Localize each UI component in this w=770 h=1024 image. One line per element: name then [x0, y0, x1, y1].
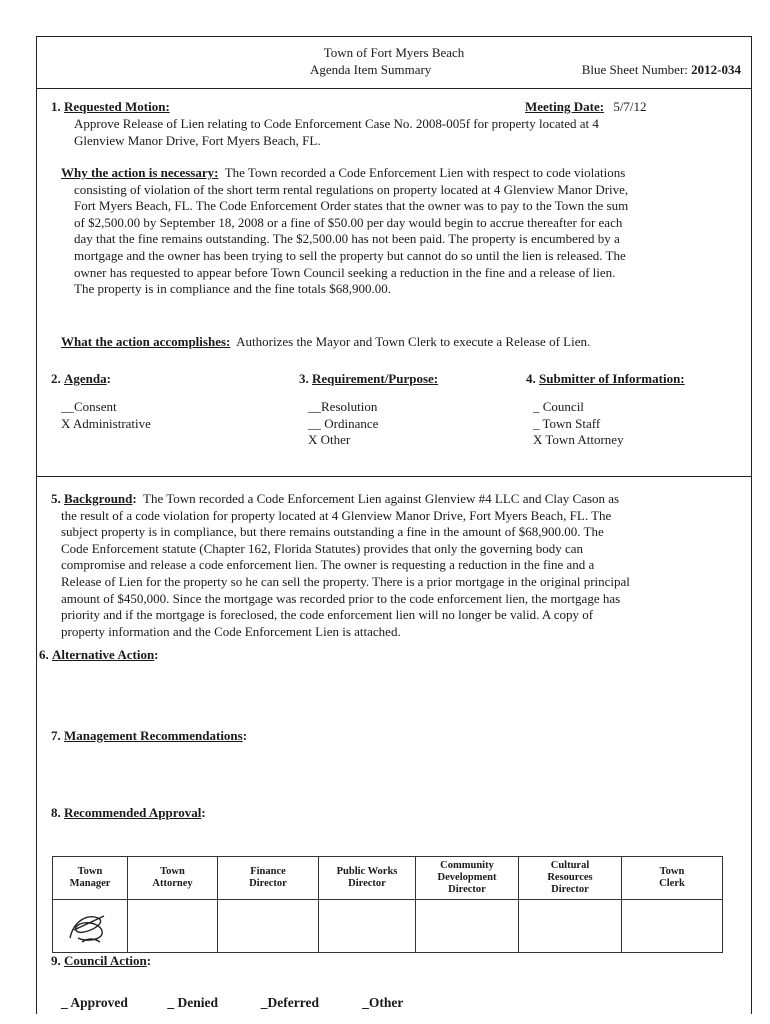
- submitter-heading: 4. Submitter of Information:: [526, 371, 685, 386]
- requirement-options: [308, 399, 378, 449]
- council-option-denied: _ Denied: [167, 995, 218, 1010]
- background-section: 5. Background: The Town recorded a Code Enforcement Lien against Glenview #4 LLC and Clay Cason as the result of a code violation for property located at 4 Glenview Manor Drive, Fort Myers Beach, FL. The subject property is in compliance, but there remains outstanding a fine in the amount of $68,900.00. The Code Enforcement statute (Chapter 162, Florida Statutes) provides that only the governing body can compromise and release a code enforcement lien. The owner is requesting a reduction in the fine and a Release of Lien for the property so he can sell the property. There is a prior mortgage in the original principal amount of $450,000. Since the mortgage was recorded prior to the code enforcement lien, the mortgage has priority and if the mortgage is foreclosed, the code enforcement lien will no longer be valid. A copy of property information and the Code Enforcement Lien is attached.: [51, 491, 630, 639]
- requirement-heading: 3. Requirement/Purpose:: [299, 371, 439, 386]
- signature-cell-town-clerk: [622, 900, 723, 953]
- why-necessary-label: Why the action is necessary:: [61, 165, 219, 180]
- approval-table: [52, 856, 723, 953]
- agenda-option-consent: __Consent: [61, 399, 117, 414]
- why-necessary: Why the action is necessary: The Town recorded a Code Enforcement Lien with respect to code violations consisting of violation of the short term rental regulations on property located at 4 Glenview Manor Drive, Fort Myers Beach, FL. The Code Enforcement Order states that the owner was to pay to the Town the sum of $2,500.00 by September 18, 2008 or a fine of $50.00 per day would begin to accrue thereafter for each day that the fine remains outstanding. The $2,500.00 has not been paid. The property is encumbered by a mortgage and the owner has been trying to sell the property but cannot do so until the lien is released. The owner has requested to appear before Town Council seeking a reduction in the fine and a release of lien. The property is in compliance and the fine totals $68,900.00.: [61, 165, 629, 297]
- agenda-option-administrative: X Administrative: [61, 415, 151, 431]
- signature-cell-public-works-director: [319, 900, 416, 953]
- col-town-attorney: Town Attorney: [128, 857, 218, 900]
- signature-cell-cultural-resources-director: [519, 900, 622, 953]
- requirement-option-resolution: __Resolution: [308, 399, 378, 414]
- col-town-manager: Town Manager: [53, 857, 128, 900]
- doc-type: Agenda Item Summary: [310, 62, 432, 77]
- accomplishes: What the action accomplishes: Authorizes the Mayor and Town Clerk to execute a Release of Lien.: [61, 334, 591, 349]
- signature-cell-town-manager: [53, 900, 128, 953]
- council-option-approved: _ Approved: [61, 995, 128, 1010]
- col-public-works-director: Public Works Director: [319, 857, 416, 900]
- submitter-option-council: _ Council: [533, 399, 584, 414]
- col-community-development-director: Community Development Director: [416, 857, 519, 900]
- motion-text: Approve Release of Lien relating to Code Enforcement Case No. 2008-005f for property located at 4 Glenview Manor Drive, Fort Myers Beach, FL.: [74, 116, 599, 148]
- blue-sheet-label: Blue Sheet Number:: [581, 62, 688, 77]
- recommended-approval-heading: 8. Recommended Approval:: [51, 805, 206, 820]
- background-label: Background: [64, 491, 133, 506]
- signature-cell-finance-director: [218, 900, 319, 953]
- council-option-other: _Other: [362, 995, 404, 1010]
- document-header: [37, 37, 751, 89]
- handwritten-signature-icon: [64, 908, 114, 948]
- approval-signature-row: [53, 900, 723, 953]
- council-action-options: [61, 995, 403, 1011]
- submitter-option-town-attorney: X Town Attorney: [533, 432, 624, 448]
- meeting-date: Meeting Date: 5/7/12: [525, 99, 647, 114]
- signature-cell-town-attorney: [128, 900, 218, 953]
- motion-section: [37, 89, 751, 477]
- requirement-option-other: X Other: [308, 432, 351, 448]
- council-option-deferred: _Deferred: [260, 995, 319, 1010]
- approval-header-row: [53, 857, 723, 900]
- agenda-item-summary-page: [36, 36, 752, 1014]
- org-name: Town of Fort Myers Beach: [323, 45, 465, 60]
- requirement-option-ordinance: __ Ordinance: [308, 415, 379, 431]
- submitter-options: [533, 399, 624, 449]
- alternative-action-heading: 6. Alternative Action:: [39, 647, 159, 662]
- requested-motion-heading: 1. Requested Motion:: [51, 99, 170, 114]
- col-finance-director: Finance Director: [218, 857, 319, 900]
- accomplishes-label: What the action accomplishes:: [61, 334, 231, 349]
- blue-sheet-value: 2012-034: [691, 62, 741, 77]
- council-action-heading: 9. Council Action:: [51, 953, 152, 968]
- blue-sheet-number: [582, 62, 741, 78]
- management-recommendations-heading: 7. Management Recommendations:: [51, 728, 248, 743]
- col-cultural-resources-director: Cultural Resources Director: [519, 857, 622, 900]
- col-town-clerk: Town Clerk: [622, 857, 723, 900]
- agenda-heading: 2. Agenda:: [51, 371, 111, 386]
- signature-cell-community-development-director: [416, 900, 519, 953]
- submitter-option-town-staff: _ Town Staff: [533, 415, 601, 431]
- agenda-options: [61, 399, 151, 432]
